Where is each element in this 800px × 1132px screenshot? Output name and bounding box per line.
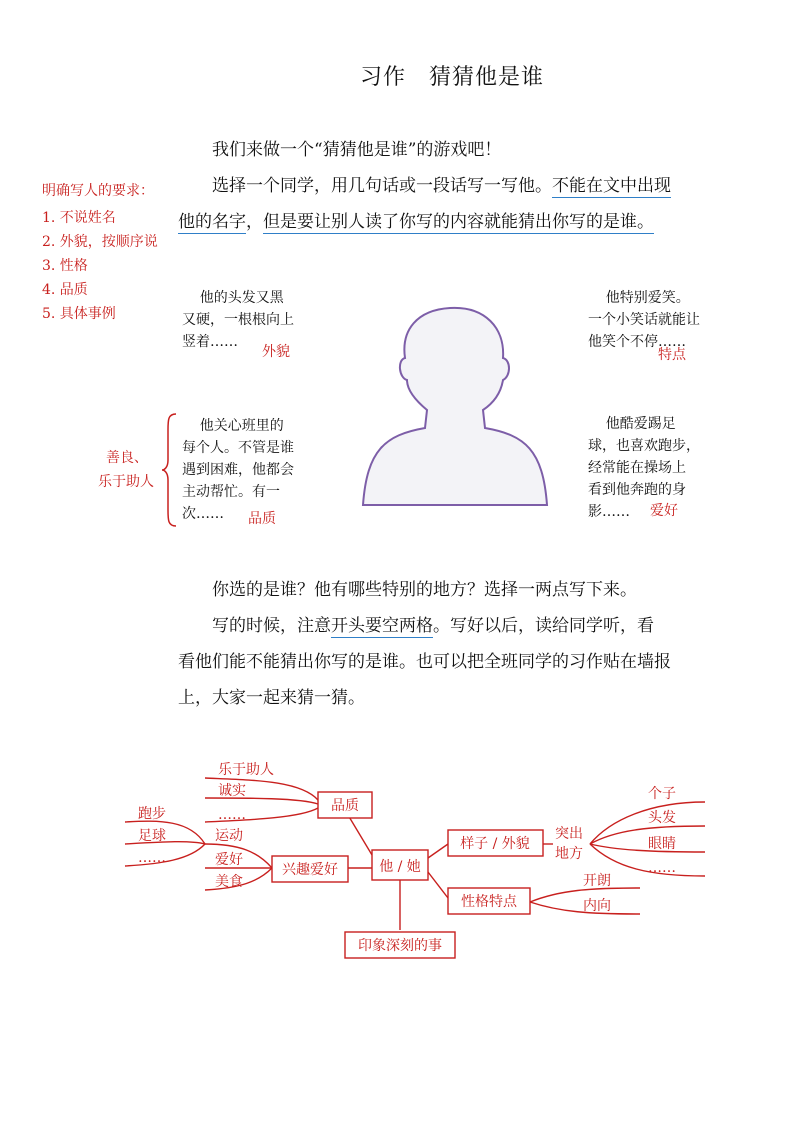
intro-underline-2: 他的名字: [178, 212, 246, 232]
appearance-label: 样子 / 外貌: [460, 836, 530, 852]
appearance-mid: 地方: [555, 846, 583, 862]
requirement-item: 3. 性格: [42, 258, 88, 274]
appearance-item: 头发: [648, 810, 676, 826]
bubble-trait-tag: 特点: [658, 347, 686, 363]
requirement-item: 4. 品质: [42, 282, 88, 298]
personality-label: 性格特点: [461, 894, 517, 910]
side-note-line-2: 乐于助人: [98, 474, 154, 490]
bubble-quality-text: 他关心班里的 每个人。不管是谁 遇到困难，他都会 主动帮忙。有一 次……: [182, 418, 294, 522]
link-center-appearance: [428, 844, 448, 858]
person-silhouette-illustration: [355, 300, 555, 510]
intro-line-2: [212, 168, 671, 204]
requirements-note: [42, 180, 158, 326]
sport-item: ……: [138, 850, 166, 866]
impression-label: 印象深刻的事: [358, 938, 442, 954]
personality-item: 开朗: [583, 873, 611, 889]
appearance-item: 个子: [648, 786, 676, 802]
bubble-quality-tag: 品质: [248, 511, 276, 527]
page-title: 习作 猜猜他是谁: [360, 65, 545, 90]
task-underline: 开头要空两格: [331, 616, 433, 636]
quality-item: ……: [218, 807, 246, 823]
bubble-hobby-tag: 爱好: [650, 503, 678, 519]
intro-line-2-text: 选择一个同学，用几句话或一段话写一写他。: [212, 176, 552, 196]
intro-line-1: 我们来做一个“猜猜他是谁”的游戏吧！: [212, 140, 502, 160]
side-note-line-1: 善良、: [106, 450, 148, 466]
appearance-item: 眼睛: [648, 836, 676, 852]
bubble-appearance-tag: 外貌: [262, 344, 290, 360]
task-line-4: 上，大家一起来猜一猜。: [178, 688, 365, 708]
mind-map: [0, 740, 800, 980]
bubble-hobby-text: 他酷爱踢足 球，也喜欢跑步， 经常能在操场上 看到他奔跑的身 影……: [588, 416, 700, 520]
task-line-2: [212, 608, 654, 644]
requirements-heading: 明确写人的要求：: [42, 183, 154, 199]
side-note-bracket: [160, 410, 180, 530]
task-line-2-a: 写的时候，注意: [212, 616, 331, 636]
quality-label: 品质: [331, 798, 359, 814]
sport-item: 足球: [138, 828, 166, 844]
silhouette-outline: [363, 308, 547, 505]
task-line-1: 你选的是谁？他有哪些特别的地方？选择一两点写下来。: [212, 580, 637, 600]
hobby-sub: 运动: [215, 828, 243, 844]
intro-line-3: [178, 204, 654, 240]
appearance-mid: 突出: [555, 826, 583, 842]
intro-underline-1: 不能在文中出现: [552, 176, 671, 196]
center-label: 他 / 她: [379, 859, 421, 875]
intro-underline-3: 但是要让别人读了你写的内容就能猜出你写的是谁。: [263, 212, 654, 232]
requirement-item: 5. 具体事例: [42, 306, 116, 322]
intro-comma: ，: [246, 212, 263, 232]
quality-item: 诚实: [218, 783, 246, 799]
hobby-label: 兴趣爱好: [282, 862, 338, 878]
sport-item: 跑步: [138, 806, 166, 822]
requirement-item: 1. 不说姓名: [42, 210, 116, 226]
side-note: [98, 446, 154, 494]
personality-item: 内向: [583, 898, 611, 914]
bubble-trait-text: 他特别爱笑。 一个小笑话就能让 他笑个不停……: [588, 290, 700, 350]
quality-item: 乐于助人: [218, 762, 274, 778]
bubble-appearance-text: 他的头发又黑 又硬，一根根向上 竖着……: [182, 290, 294, 350]
task-line-3: 看他们能不能猜出你写的是谁。也可以把全班同学的习作贴在墙报: [178, 652, 671, 672]
appearance-item: ……: [648, 860, 676, 876]
hobby-sub: 美食: [215, 874, 243, 890]
task-line-2-c: 。写好以后，读给同学听，看: [433, 616, 654, 636]
hobby-sub: 爱好: [215, 852, 243, 868]
link-center-personality: [428, 872, 448, 898]
requirement-item: 2. 外貌，按顺序说: [42, 234, 158, 250]
